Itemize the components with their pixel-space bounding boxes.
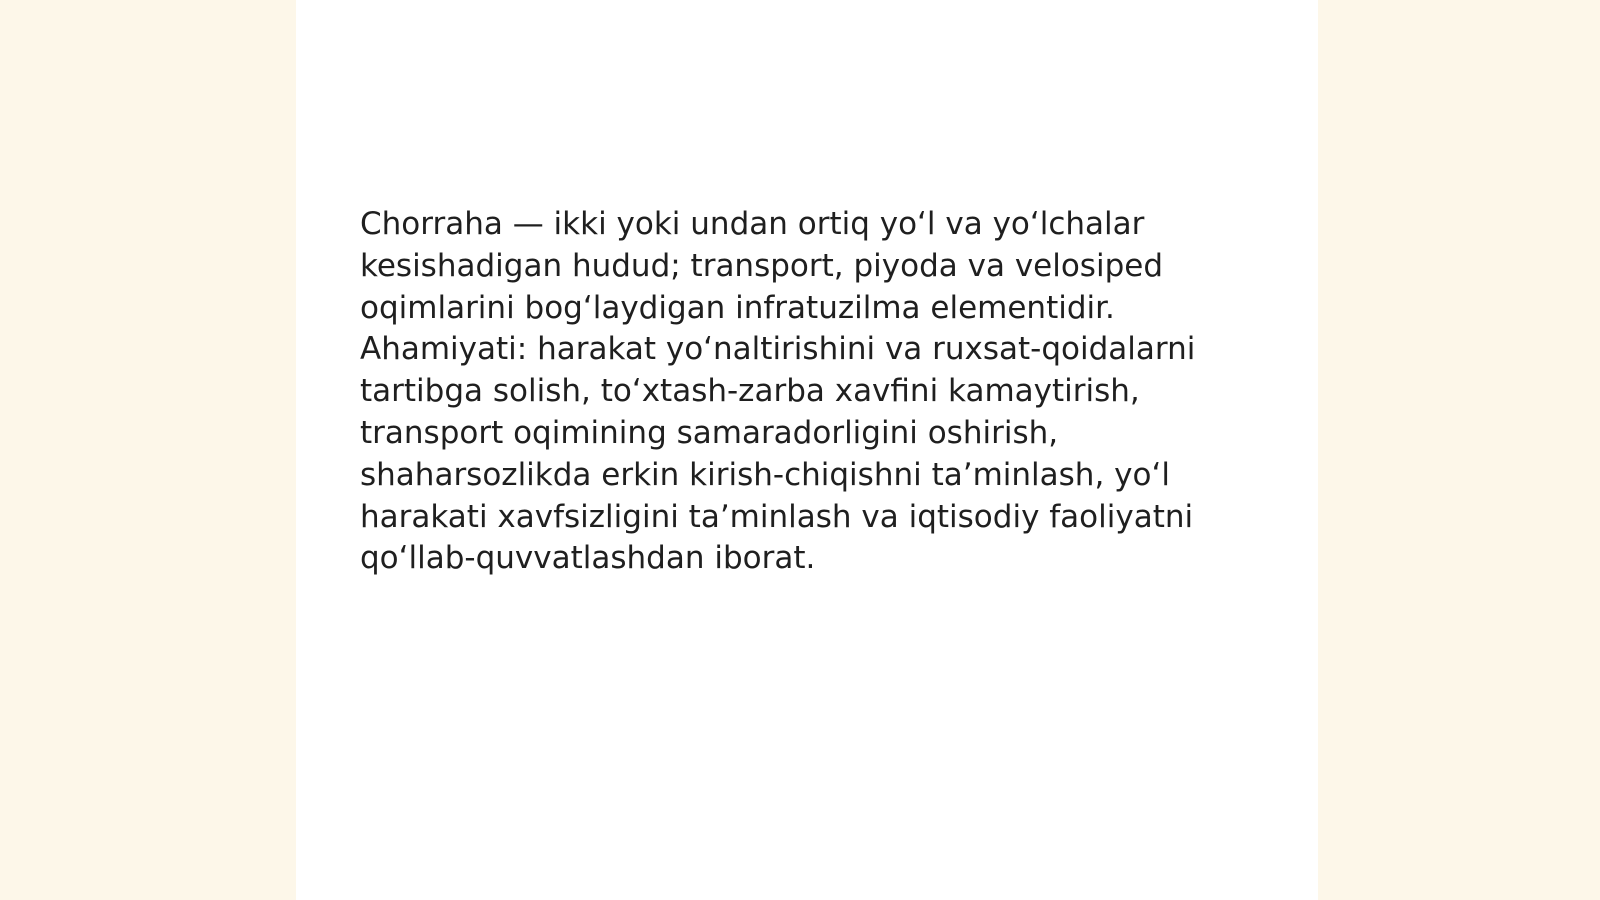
document-page	[296, 0, 1318, 900]
body-paragraph: Chorraha — ikki yoki undan ortiq yoʻl va yoʻlchalar kesishadigan hudud; transport, piyoda va velosiped oqimlarini bogʻlaydigan infratuzilma elementidir. Ahamiyati: harakat yoʻnaltirishini va ruxsat-qoidalarni tartibga solish, toʻxtash-zarba xavfini kamaytirish, transport oqimining samaradorligini oshirish, shaharsozlikda erkin kirish-chiqishni taʼminlash, yoʻl harakati xavfsizligini taʼminlash va iqtisodiy faoliyatni qoʻllab-quvvatlashdan iborat.	[360, 206, 1196, 577]
